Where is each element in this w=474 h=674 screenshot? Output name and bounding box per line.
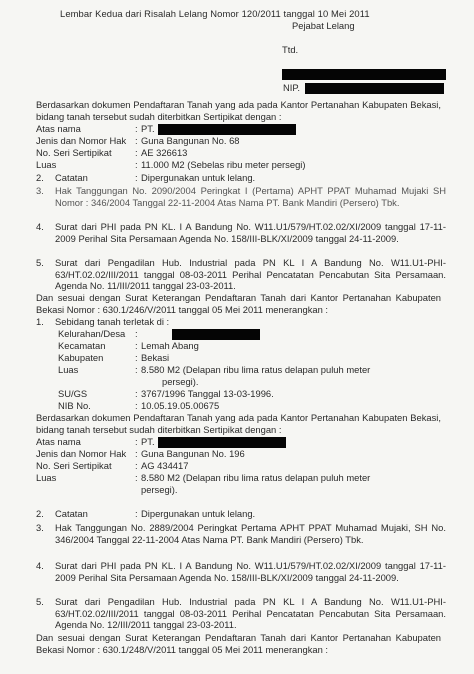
location-row: Luas : 8.580 M2 (Delapan ribu lima ratus delapan puluh meter xyxy=(58,364,371,375)
location-row: Kelurahan/Desa : xyxy=(58,328,138,339)
field-label: Atas nama xyxy=(36,123,81,134)
numbered-item: 5. Surat dari Pengadilan Hub. Industrial pada PN KL I A Bandung No. W11.U1-PHI-63/HT.02.02/III/2011 tanggal 08-03-2011 Perihal Pencatatan Pencabutan Sita Persamaan. Agenda No. 12/III/2011 tanggal 23-03-2011. xyxy=(36,596,446,630)
ttd-label: Ttd. xyxy=(282,44,299,55)
location-row: Kabupaten : Bekasi xyxy=(58,352,170,363)
nip-label: NIP. xyxy=(283,82,301,93)
pejabat-lelang-label: Pejabat Lelang xyxy=(292,20,355,31)
field-label: No. Seri Sertipikat xyxy=(36,147,112,158)
field-row: Jenis dan Nomor Hak : Guna Bangunan No. 196 xyxy=(36,448,245,459)
field-row: Atas nama : PT. xyxy=(36,436,155,447)
location-row: Kecamatan : Lemah Abang xyxy=(58,340,199,351)
section1-closing: Dan sesuai dengan Surat Keterangan Pendaftaran Tanah dari Kantor Pertanahan Kabupaten Bekasi Nomor : 630.1/246/V/2011 tanggal 05 Mei 2011 menerangkan : xyxy=(36,292,441,315)
numbered-item: 3. Hak Tanggungan No. 2090/2004 Peringkat I (Pertama) APHT PPAT Muhamad Mujaki SH Nomor : 346/2004 Tanggal 22-11-2004 Atas Nama PT. Bank Mandiri (Persero) Tbk. xyxy=(36,185,446,208)
nib-row: NIB No. : 10.05.19.05.00675 xyxy=(58,400,220,411)
redaction-bar xyxy=(282,69,446,80)
numbered-item: 3. Hak Tanggungan No. 2889/2004 Peringkat Pertama APHT PPAT Muhamad Mujaki, SH No. 346/2004 Tanggal 22-11-2004 Atas Nama PT. Bank Mandiri (Persero) Tbk. xyxy=(36,522,446,545)
redaction-bar xyxy=(158,124,296,135)
field-label: Jenis dan Nomor Hak xyxy=(36,135,127,146)
numbered-item-sebidang: 1. Sebidang tanah terletak di : xyxy=(36,316,170,327)
luas-continuation: persegi). xyxy=(141,484,178,495)
field-value: PT. xyxy=(141,123,155,134)
field-value: 11.000 M2 (Sebelas ribu meter persegi) xyxy=(141,159,306,170)
numbered-item: 4. Surat dari PHI pada PN KL. I A Bandung No. W11.U1/579/HT.02.02/XI/2009 tanggal 17-11-2009 Perihal Sita Persamaan Agenda No. 158/III-BLK/XI/2009 tanggal 24-11-2009. xyxy=(36,221,446,244)
field-row: Luas : 11.000 M2 (Sebelas ribu meter persegi) xyxy=(36,159,306,170)
redaction-bar xyxy=(158,437,286,448)
field-row: Atas nama : PT. xyxy=(36,123,155,134)
section2-closing: Dan sesuai dengan Surat Keterangan Pendaftaran Tanah dari Kantor Pertanahan Kabupaten Bekasi Nomor : 630.1/248/V/2011 tanggal 05 Mei 2011 menerangkan : xyxy=(36,632,441,655)
field-row: Jenis dan Nomor Hak : Guna Bangunan No. 68 xyxy=(36,135,240,146)
redaction-bar xyxy=(172,329,260,340)
numbered-item: 4. Surat dari PHI pada PN KL. I A Bandung No. W11.U1/579/HT.02.02/XI/2009 tanggal 17-11-2009 Perihal Sita Persamaan Agenda No. 158/III-BLK/XI/2009 tanggal 24-11-2009. xyxy=(36,560,446,583)
field-row: No. Seri Sertipikat : AE 326613 xyxy=(36,147,188,158)
section1-intro: Berdasarkan dokumen Pendaftaran Tanah yang ada pada Kantor Pertanahan Kabupaten Bekasi, bidang tanah tersebut sudah diterbitkan Sertipikat dengan : xyxy=(36,99,441,122)
field-value: Guna Bangunan No. 68 xyxy=(141,135,240,146)
field-value: AE 326613 xyxy=(141,147,188,158)
numbered-item: 5. Surat dari Pengadilan Hub. Industrial pada PN KL I A Bandung No. W11.U1-PHI-63/HT.02.02/III/2011 tanggal 08-03-2011 Perihal Pencatatan Pencabutan Sita Persamaan. Agenda No. 11/III/2011 tanggal 23-03-2011. xyxy=(36,257,446,291)
header-title-line: Lembar Kedua dari Risalah Lelang Nomor 120/2011 tanggal 10 Mei 2011 xyxy=(60,8,370,19)
section2-intro: Berdasarkan dokumen Pendaftaran Tanah yang ada pada Kantor Pertanahan Kabupaten Bekasi, bidang tanah tersebut sudah diterbitkan Sertipikat dengan : xyxy=(36,412,441,435)
field-row: No. Seri Sertipikat : AG 434417 xyxy=(36,460,189,471)
sugs-row: SU/GS : 3767/1996 Tanggal 13-03-1996. xyxy=(58,388,274,399)
redaction-bar xyxy=(305,83,444,94)
numbered-item-catatan: 2. Catatan : Dipergunakan untuk lelang. xyxy=(36,508,256,519)
luas-continuation: persegi). xyxy=(162,376,199,387)
field-label: Luas xyxy=(36,159,57,170)
field-row: Luas : 8.580 M2 (Delapan ribu lima ratus delapan puluh meter xyxy=(36,472,371,483)
numbered-item-catatan: 2. Catatan : Dipergunakan untuk lelang. xyxy=(36,172,256,183)
